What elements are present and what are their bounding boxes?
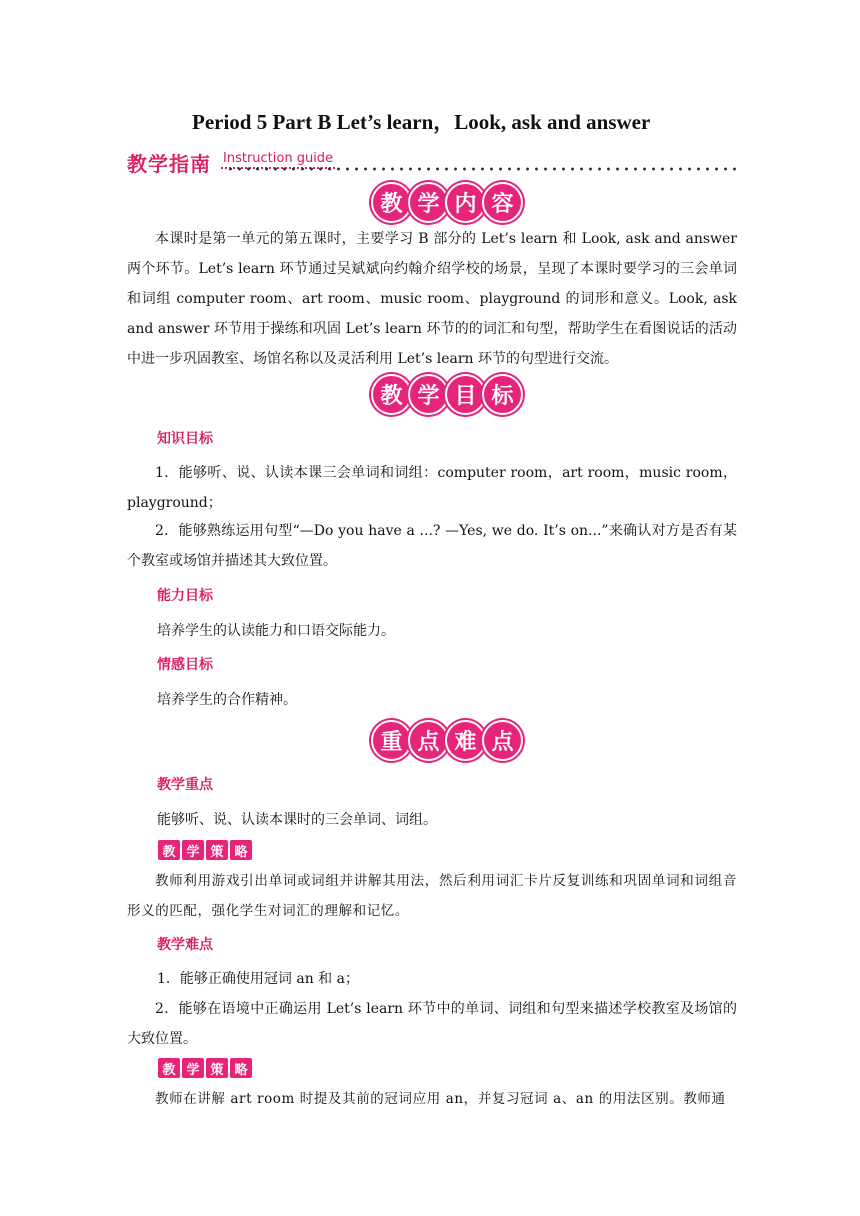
difficulty-heading: 教学难点 xyxy=(157,937,213,953)
tag-char: 策 xyxy=(206,840,228,860)
tag-char: 教 xyxy=(158,1058,180,1078)
instruction-guide-header xyxy=(127,148,335,177)
heading-char: 目 xyxy=(445,374,486,415)
knowledge-goal-heading: 知识目标 xyxy=(157,431,213,447)
heading-char: 教 xyxy=(371,182,412,223)
strategy-text-1: 教师利用游戏引出单词或词组并讲解其用法，然后利用词汇卡片反复训练和巩固单词和词组音形义的匹配，强化学生对词汇的理解和记忆。 xyxy=(127,873,737,919)
tag-char: 学 xyxy=(182,1058,204,1078)
page-title: Period 5 Part B Let’s learn，Look, ask and answer xyxy=(192,110,651,134)
heading-char: 难 xyxy=(445,720,486,761)
heading-char: 容 xyxy=(482,182,523,223)
emotion-goal-text: 培养学生的合作精神。 xyxy=(157,692,297,708)
heading-char: 学 xyxy=(408,374,449,415)
heading-char: 教 xyxy=(371,374,412,415)
heading-char: 内 xyxy=(445,182,486,223)
knowledge-goal-1: 1．能够听、说、认读本课三会单词和词组：computer room，art room，music room，playground； xyxy=(127,465,737,511)
tag-char: 策 xyxy=(206,1058,228,1078)
heading-char: 标 xyxy=(482,374,523,415)
knowledge-goal-2: 2．能够熟练运用句型“—Do you have a ...? —Yes, we do. It’s on...”来确认对方是否有某个教室或场馆并描述其大致位置。 xyxy=(127,523,737,569)
focus-heading: 教学重点 xyxy=(157,777,213,793)
heading-char: 学 xyxy=(408,182,449,223)
difficulty-1: 1．能够正确使用冠词 an 和 a； xyxy=(157,971,359,987)
section-heading-content xyxy=(371,182,523,223)
tag-char: 略 xyxy=(230,1058,252,1078)
strategy-text-2: 教师在讲解 art room 时提及其前的冠词应用 an，并复习冠词 a、an 的用法区别。教师通 xyxy=(155,1091,726,1107)
difficulty-2: 2．能够在语境中正确运用 Let’s learn 环节中的单词、词组和句型来描述学校教室及场馆的大致位置。 xyxy=(127,1001,737,1047)
strategy-tag xyxy=(158,840,254,860)
strategy-tag xyxy=(158,1058,254,1078)
ability-goal-text: 培养学生的认读能力和口语交际能力。 xyxy=(157,623,395,639)
content-paragraph: 本课时是第一单元的第五课时，主要学习 B 部分的 Let’s learn 和 Look, ask and answer 两个环节。Let’s learn 环节通过吴斌斌向约翰介绍学校的场景，呈现了本课时要学习的三会单词和词组 computer room、art room、music room、playground 的词形和意义。Look, ask and answer 环节用于操练和巩固 Let’s learn 环节的的词汇和句型，帮助学生在看图说话的活动中进一步巩固教室、场馆名称以及灵活利用 Let’s learn 环节的句型进行交流。 xyxy=(127,231,737,367)
emotion-goal-heading: 情感目标 xyxy=(157,657,213,673)
section-heading-goals xyxy=(371,374,523,415)
tag-char: 教 xyxy=(158,840,180,860)
dotted-divider xyxy=(226,166,736,172)
tag-char: 略 xyxy=(230,840,252,860)
section-heading-keypoints xyxy=(371,720,523,761)
heading-char: 点 xyxy=(408,720,449,761)
guide-title-en: Instruction guide xyxy=(221,152,335,169)
ability-goal-heading: 能力目标 xyxy=(157,588,213,604)
heading-char: 点 xyxy=(482,720,523,761)
guide-title-cn: 教学指南 xyxy=(127,152,211,176)
focus-text: 能够听、说、认读本课时的三会单词、词组。 xyxy=(157,812,437,828)
heading-char: 重 xyxy=(371,720,412,761)
tag-char: 学 xyxy=(182,840,204,860)
